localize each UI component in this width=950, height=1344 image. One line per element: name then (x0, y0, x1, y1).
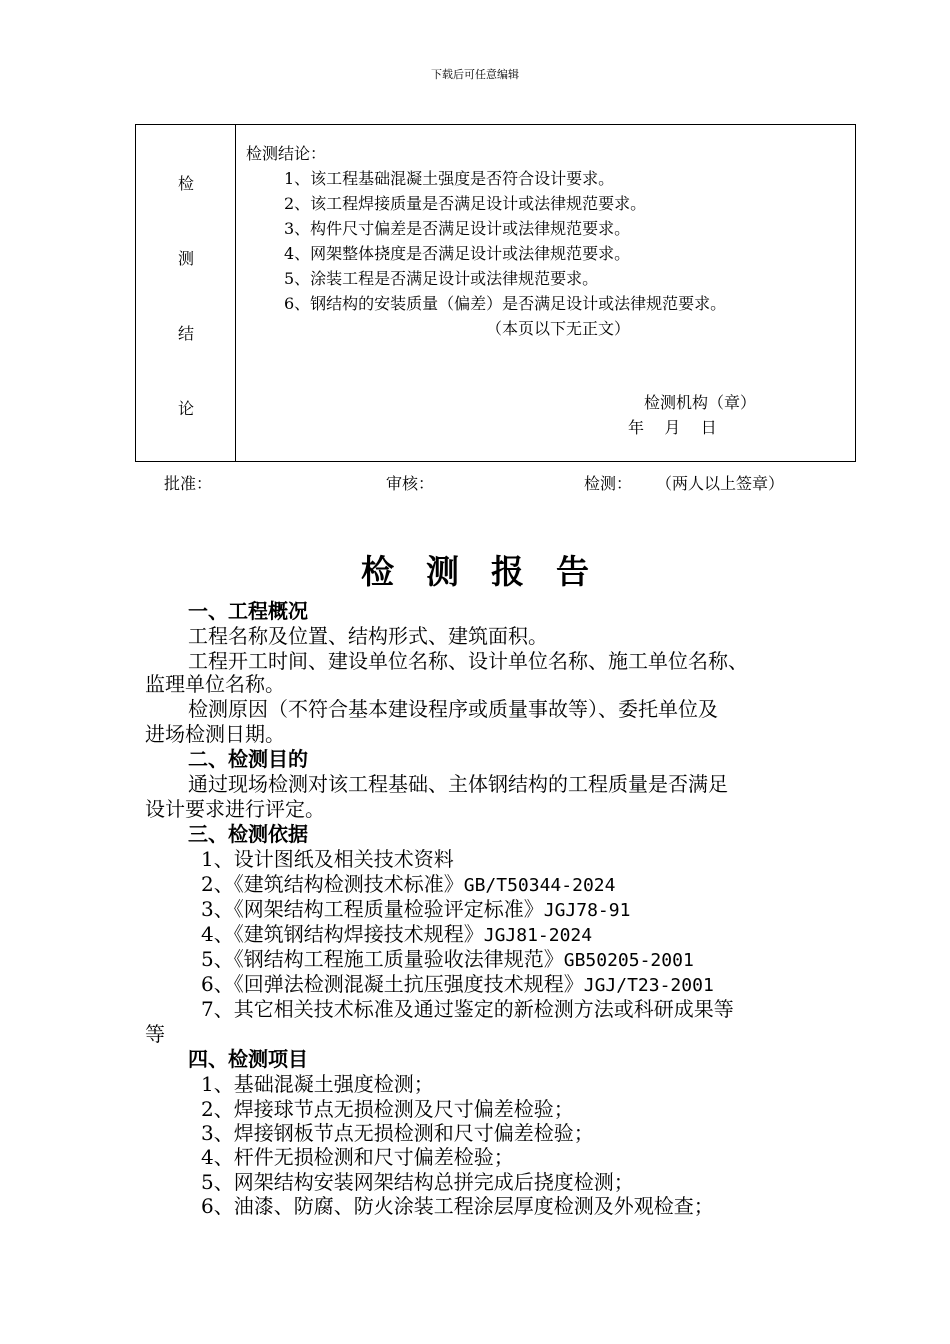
paragraph-line: 进场检测日期。 (145, 722, 285, 746)
conclusion-item: 1、该工程基础混凝土强度是否符合设计要求。 (284, 169, 615, 188)
list-item: 4、杆件无损检测和尺寸偏差检验； (201, 1145, 514, 1169)
paragraph-line: 监理单位名称。 (145, 672, 285, 696)
section-heading: 三、检测依据 (188, 822, 308, 846)
standard-code: JGJ78-91 (543, 900, 631, 921)
list-item-text: 2、《建筑结构检测技术标准》 (201, 872, 464, 896)
list-item-text: 4、《建筑钢结构焊接技术规程》 (201, 922, 484, 946)
report-title: 检测报告 (361, 552, 621, 591)
side-label-char: 检 (178, 174, 195, 193)
list-item: 6、油漆、防腐、防火涂装工程涂层厚度检测及外观检查； (201, 1194, 714, 1218)
no-more-text-note: （本页以下无正文） (486, 319, 631, 338)
conclusion-heading: 检测结论： (246, 144, 327, 163)
list-item-text: 3、《网架结构工程质量检验评定标准》 (201, 897, 544, 921)
paragraph-line: 通过现场检测对该工程基础、主体钢结构的工程质量是否满足 (188, 772, 728, 796)
list-item: 7、其它相关技术标准及通过鉴定的新检测方法或科研成果等 (201, 997, 734, 1021)
conclusion-item: 4、网架整体挠度是否满足设计或法律规范要求。 (284, 244, 631, 263)
conclusion-item: 3、构件尺寸偏差是否满足设计或法律规范要求。 (284, 219, 631, 238)
conclusion-item: 5、涂装工程是否满足设计或法律规范要求。 (284, 269, 599, 288)
list-item: 2、焊接球节点无损检测及尺寸偏差检验； (201, 1097, 574, 1121)
standard-code: JGJ/T23-2001 (583, 975, 714, 996)
standard-code: JGJ81-2024 (483, 925, 593, 946)
paragraph-line: 设计要求进行评定。 (145, 797, 325, 821)
conclusion-item: 6、钢结构的安装质量（偏差）是否满足设计或法律规范要求。 (284, 294, 727, 313)
review-label: 审核： (386, 474, 435, 493)
table-divider (235, 125, 236, 461)
section-heading: 二、检测目的 (188, 747, 308, 771)
section-heading: 四、检测项目 (188, 1047, 308, 1071)
list-item-continuation: 等 (145, 1022, 165, 1046)
date-line: 年 月 日 (628, 418, 717, 437)
list-item-text: 6、《回弹法检测混凝土抗压强度技术规程》 (201, 972, 584, 996)
approve-label: 批准： (164, 474, 213, 493)
standard-code: GB/T50344-2024 (463, 875, 616, 896)
side-label-char: 测 (178, 249, 195, 268)
side-label-char: 结 (178, 324, 195, 343)
list-item-text: 5、《钢结构工程施工质量验收法律规范》 (201, 947, 564, 971)
section-heading: 一、工程概况 (188, 599, 308, 623)
conclusion-item: 2、该工程焊接质量是否满足设计或法律规范要求。 (284, 194, 647, 213)
paragraph-line: 工程名称及位置、结构形式、建筑面积。 (188, 624, 548, 648)
page-header-note: 下载后可任意编辑 (431, 68, 519, 81)
list-item: 5、网架结构安装网架结构总拼完成后挠度检测； (201, 1170, 634, 1194)
inspect-label: 检测： (584, 474, 633, 493)
agency-seal-label: 检测机构（章） (644, 393, 757, 412)
standard-code: GB50205-2001 (563, 950, 694, 971)
list-item: 1、基础混凝土强度检测； (201, 1072, 434, 1096)
paragraph-line: 工程开工时间、建设单位名称、设计单位名称、施工单位名称、 (188, 649, 748, 673)
list-item-text: 1、设计图纸及相关技术资料 (201, 847, 454, 871)
paragraph-line: 检测原因（不符合基本建设程序或质量事故等）、委托单位及 (188, 697, 718, 721)
side-label-char: 论 (178, 399, 195, 418)
list-item: 3、焊接钢板节点无损检测和尺寸偏差检验； (201, 1121, 594, 1145)
signature-note: （两人以上签章） (656, 474, 785, 493)
